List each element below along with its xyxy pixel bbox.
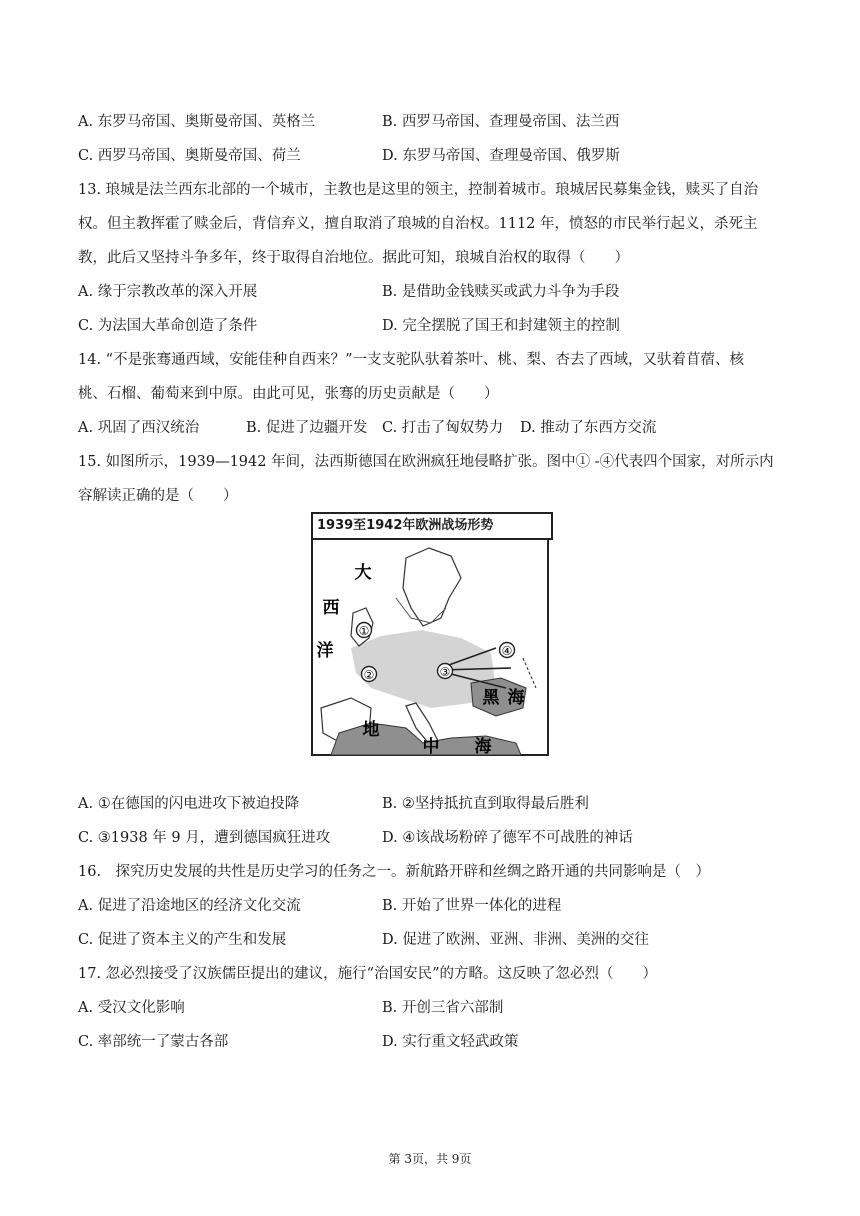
q17-option-d: D. 实行重文轻武政策 xyxy=(382,1034,519,1050)
q14-option-d: D. 推动了东西方交流 xyxy=(520,420,657,436)
q16-option-d: D. 促进了欧洲、亚洲、非洲、美洲的交往 xyxy=(382,932,649,948)
marker-3: ③ xyxy=(439,665,451,679)
q13-stem-line-2: 权。但主教挥霍了赎金后，背信弃义，擅自取消了琅城的自治权。1112 年，愤怒的市民举行起义，杀死主 xyxy=(78,216,758,232)
q15-option-b: B. ②坚持抵抗直到取得最后胜利 xyxy=(382,796,589,812)
label-di: 地 xyxy=(362,720,380,740)
q13-option-c: C. 为法国大革命创造了条件 xyxy=(78,318,258,334)
q12-option-a: A. 东罗马帝国、奥斯曼帝国、英格兰 xyxy=(78,114,316,130)
q17-stem: 17. 忽必烈接受了汉族儒臣提出的建议，施行“治国安民”的方略。这反映了忽必烈（ ） xyxy=(78,966,657,982)
q16-option-a: A. 促进了沿途地区的经济文化交流 xyxy=(78,898,301,914)
q14-stem-line-2: 桃、石榴、葡萄来到中原。由此可见，张骞的历史贡献是（ ） xyxy=(78,386,499,402)
q16-option-c: C. 促进了资本主义的产生和发展 xyxy=(78,932,287,948)
label-hai2: 海 xyxy=(474,737,492,756)
q13-option-b: B. 是借助金钱赎买或武力斗争为手段 xyxy=(382,284,620,300)
label-hei: 黑 xyxy=(482,688,500,708)
q16-stem: 16. 探究历史发展的共性是历史学习的任务之一。新航路开辟和丝绸之路开通的共同影响是（ ） xyxy=(78,864,711,880)
label-da: 大 xyxy=(354,563,372,583)
marker-2: ② xyxy=(363,668,375,682)
q12-option-d: D. 东罗马帝国、查理曼帝国、俄罗斯 xyxy=(382,148,620,164)
q14-option-c: C. 打击了匈奴势力 xyxy=(382,420,504,436)
q13-stem-line-1: 13. 琅城是法兰西东北部的一个城市，主教也是这里的领主，控制着城市。琅城居民募集金钱，赎买了自治 xyxy=(78,182,759,198)
q14-stem-line-1: 14. “不是张骞通西域，安能佳种自西来？”一支支驼队驮着茶叶、桃、梨、杏去了西域，又驮着苜蓿、核 xyxy=(78,352,744,368)
q12-option-c: C. 西罗马帝国、奥斯曼帝国、荷兰 xyxy=(78,148,301,164)
q15-stem-line-1: 15. 如图所示，1939—1942 年间，法西斯德国在欧洲疯狂地侵略扩张。图中① -④代表四个国家，对所示内 xyxy=(78,454,774,470)
label-zhong: 中 xyxy=(422,737,440,756)
q14-option-b: B. 促进了边疆开发 xyxy=(246,420,368,436)
q15-option-d: D. ④该战场粉碎了德军不可战胜的神话 xyxy=(382,830,633,846)
q13-stem-line-3: 教，此后又坚持斗争多年，终于取得自治地位。据此可知，琅城自治权的取得（ ） xyxy=(78,250,629,266)
q13-option-a: A. 缘于宗教改革的深入开展 xyxy=(78,284,258,300)
label-hai: 海 xyxy=(507,688,525,708)
label-xi: 西 xyxy=(322,598,340,618)
q17-option-a: A. 受汉文化影响 xyxy=(78,1000,185,1016)
marker-1: ① xyxy=(358,624,370,638)
q17-option-b: B. 开创三省六部制 xyxy=(382,1000,504,1016)
marker-4: ④ xyxy=(501,644,513,658)
map-graphic xyxy=(311,538,549,756)
page-footer: 第 3页，共 9页 xyxy=(388,1152,472,1166)
q17-option-c: C. 率部统一了蒙古各部 xyxy=(78,1034,229,1050)
q15-stem-line-2: 容解读正确的是（ ） xyxy=(78,488,238,504)
europe-war-map xyxy=(311,512,549,756)
label-yang: 洋 xyxy=(316,641,334,661)
q16-option-b: B. 开始了世界一体化的进程 xyxy=(382,898,562,914)
q14-option-a: A. 巩固了西汉统治 xyxy=(78,420,200,436)
q15-option-c: C. ③1938 年 9 月，遭到德国疯狂进攻 xyxy=(78,830,331,846)
q12-option-b: B. 西罗马帝国、查理曼帝国、法兰西 xyxy=(382,114,620,130)
q15-option-a: A. ①在德国的闪电进攻下被迫投降 xyxy=(78,796,300,812)
map-title: 1939至1942年欧洲战场形势 xyxy=(311,512,553,540)
q13-option-d: D. 完全摆脱了国王和封建领主的控制 xyxy=(382,318,620,334)
